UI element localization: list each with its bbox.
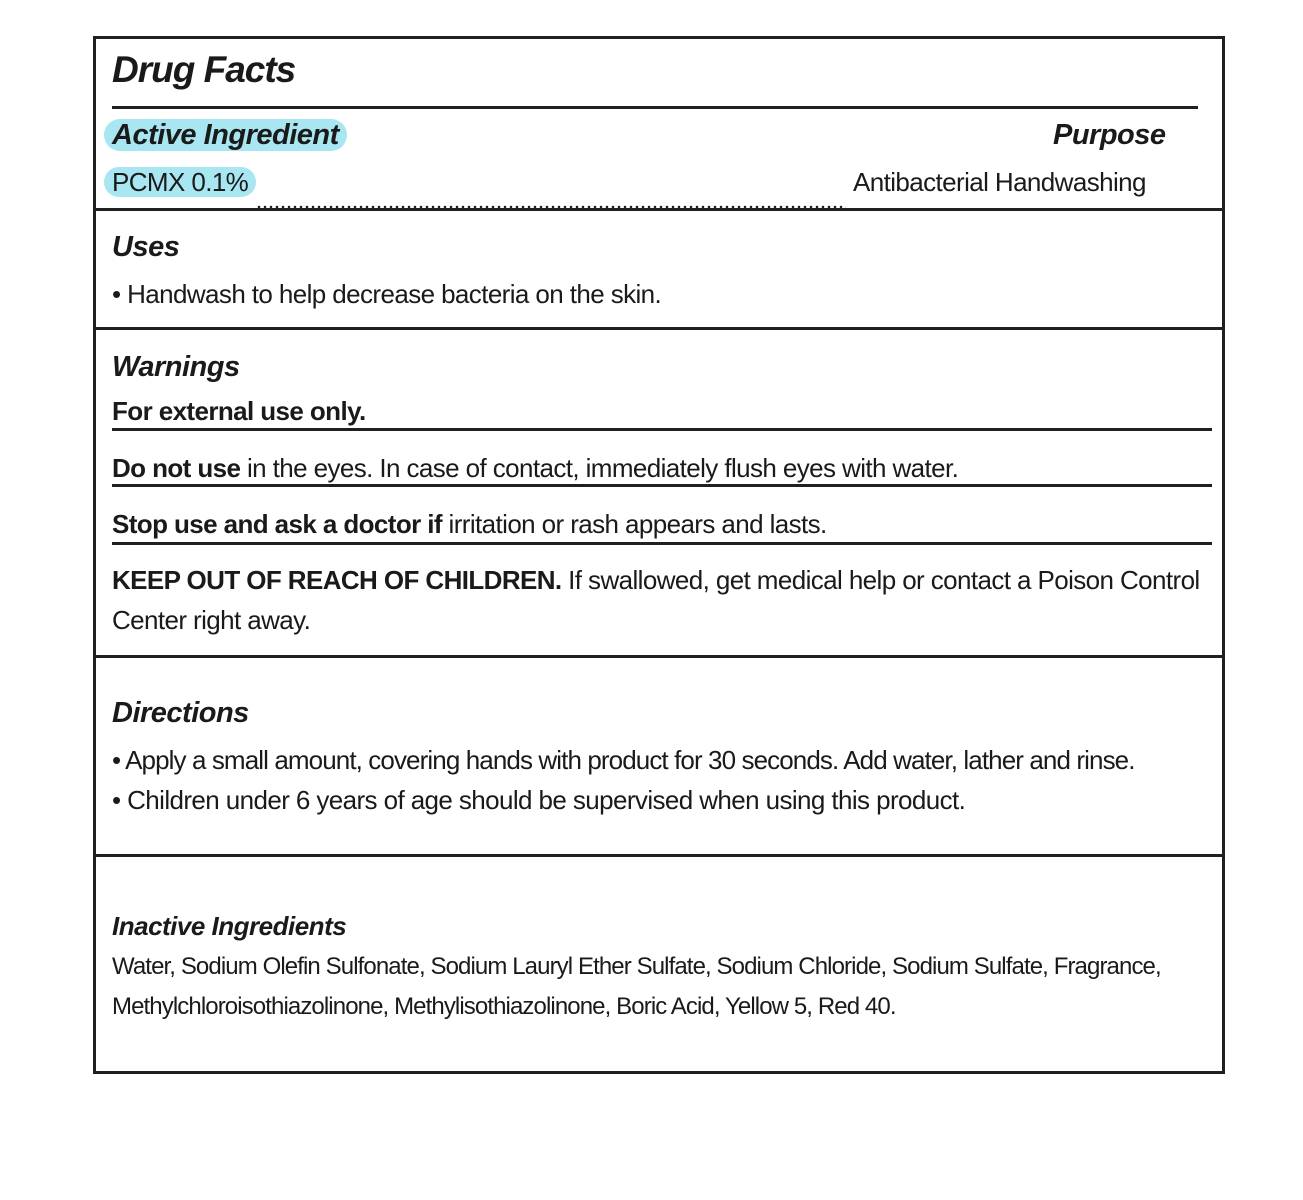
active-ingredient-heading [112, 119, 347, 152]
warning-rule [112, 484, 1212, 487]
warnings-heading: Warnings [112, 351, 240, 383]
uses-heading: Uses [112, 231, 180, 263]
external-use-text [112, 396, 366, 427]
warning-rule [112, 428, 1212, 431]
do-not-use-lead: Do not use [112, 453, 241, 483]
keep-out-lead: KEEP OUT OF REACH OF CHILDREN. [112, 565, 562, 595]
section-divider [96, 854, 1222, 857]
stop-use-text: irritation or rash appears and lasts. [441, 509, 827, 539]
external-use-label: For external use only. [112, 396, 366, 426]
section-divider [96, 208, 1222, 211]
inactive-ingredients-heading: Inactive Ingredients [112, 911, 347, 941]
directions-heading: Directions [112, 697, 249, 729]
active-ingredient-heading-label: Active Ingredient [104, 119, 347, 151]
page-title: Drug Facts [112, 49, 296, 90]
purpose-heading: Purpose [1053, 119, 1166, 151]
uses-item: • Handwash to help decrease bacteria on the skin. [112, 279, 662, 309]
warning-rule [112, 542, 1212, 545]
inactive-ingredients-line: Water, Sodium Olefin Sulfonate, Sodium Lauryl Ether Sulfate, Sodium Chloride, Sodium Sulfate, Fragrance, [112, 953, 1161, 980]
do-not-use-text: in the eyes. In case of contact, immediately flush eyes with water. [240, 453, 959, 483]
title-rule [112, 106, 1198, 109]
section-divider [96, 327, 1222, 330]
inactive-ingredients-line: Methylchloroisothiazolinone, Methylisothiazolinone, Boric Acid, Yellow 5, Red 40. [112, 993, 896, 1020]
stop-use-lead: Stop use and ask a doctor if [112, 509, 442, 539]
section-divider [96, 655, 1222, 658]
active-ingredient-name: PCMX 0.1% [104, 167, 256, 197]
keep-out-line [112, 565, 1200, 596]
stop-use-line [112, 509, 827, 540]
keep-out-text: If swallowed, get medical help or contact a Poison Control [561, 565, 1200, 595]
directions-item: • Children under 6 years of age should be supervised when using this product. [112, 785, 966, 815]
active-ingredient-value [112, 167, 256, 198]
keep-out-line-2: Center right away. [112, 605, 311, 635]
do-not-use-line [112, 453, 958, 484]
drug-facts-panel [93, 36, 1225, 1074]
directions-item: • Apply a small amount, covering hands with product for 30 seconds. Add water, lather and rinse. [112, 745, 1135, 775]
purpose-value: Antibacterial Handwashing [853, 167, 1146, 197]
